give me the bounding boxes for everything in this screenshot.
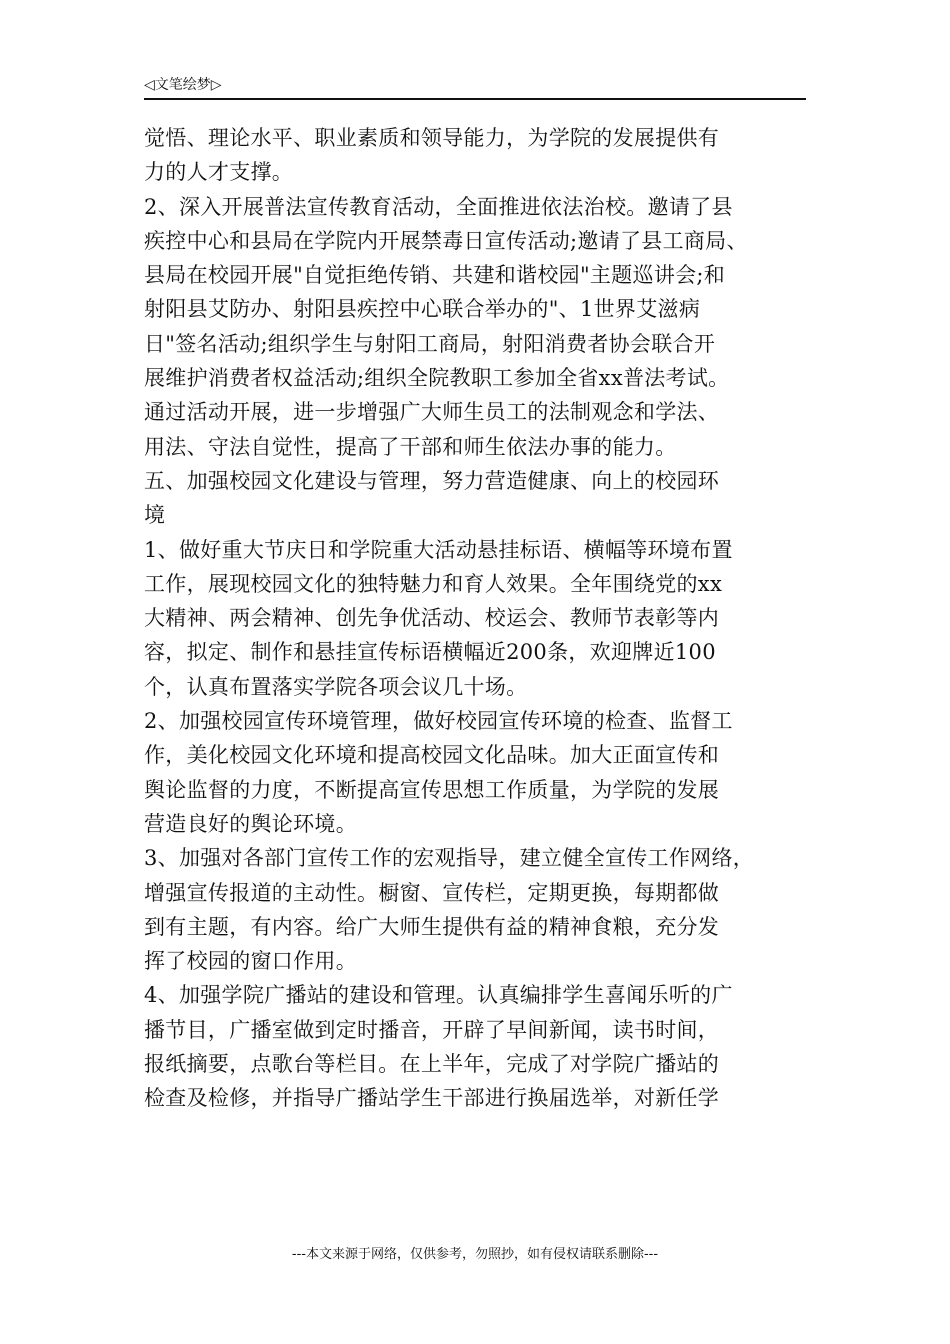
body-line: 工作，展现校园文化的独特魅力和育人效果。全年围绕党的xx (144, 571, 723, 596)
body-line: 1、做好重大节庆日和学院重大活动悬挂标语、横幅等环境布置 (144, 537, 733, 562)
body-line: 县局在校园开展"自觉拒绝传销、共建和谐校园"主题巡讲会;和 (144, 263, 726, 288)
body-line: 报纸摘要，点歌台等栏目。在上半年，完成了对学院广播站的 (144, 1052, 720, 1077)
body-line: 觉悟、理论水平、职业素质和领导能力，为学院的发展提供有 (144, 126, 720, 150)
section-heading-line: 境 (144, 503, 166, 528)
document-body (144, 121, 824, 1116)
body-line: 作，美化校园文化环境和提高校园文化品味。加大正面宣传和 (144, 743, 720, 768)
body-line: 2、加强校园宣传环境管理，做好校园宣传环境的检查、监督工 (144, 709, 733, 734)
body-line: 舆论监督的力度，不断提高宣传思想工作质量，为学院的发展 (144, 777, 720, 802)
body-line: 检查及检修，并指导广播站学生干部进行换届选举，对新任学 (144, 1086, 720, 1111)
page-header (144, 74, 806, 100)
body-line: 增强宣传报道的主动性。橱窗、宣传栏，定期更换，每期都做 (144, 880, 720, 905)
body-line: 3、加强对各部门宣传工作的宏观指导，建立健全宣传工作网络， (144, 846, 755, 871)
body-line: 播节目，广播室做到定时播音，开辟了早间新闻，读书时间， (144, 1017, 720, 1042)
body-line: 疾控中心和县局在学院内开展禁毒日宣传活动;邀请了县工商局、 (144, 228, 748, 253)
body-line: 力的人才支撑。 (144, 160, 294, 185)
body-line: 营造良好的舆论环境。 (144, 811, 357, 836)
body-line: 到有主题，有内容。给广大师生提供有益的精神食粮，充分发 (144, 914, 720, 939)
page-footer: ---本文来源于网络，仅供参考，勿照抄，如有侵权请联系删除--- (291, 1247, 659, 1262)
body-line: 2、深入开展普法宣传教育活动，全面推进依法治校。邀请了县 (144, 194, 733, 219)
body-line: 日"签名活动;组织学生与射阳工商局，射阳消费者协会联合开 (144, 331, 716, 356)
body-line: 4、加强学院广播站的建设和管理。认真编排学生喜闻乐听的广 (144, 983, 733, 1008)
header-logo-text: ◁文笔绘梦▷ (144, 77, 222, 93)
body-line: 挥了校园的窗口作用。 (144, 949, 357, 974)
body-line: 用法、守法自觉性，提高了干部和师生依法办事的能力。 (144, 434, 677, 459)
body-line: 个，认真布置落实学院各项会议几十场。 (144, 674, 528, 699)
body-line: 射阳县艾防办、射阳县疾控中心联合举办的"、1世界艾滋病 (144, 297, 701, 322)
body-line: 大精神、两会精神、创先争优活动、校运会、教师节表彰等内 (144, 606, 720, 631)
body-line: 容，拟定、制作和悬挂宣传标语横幅近200条，欢迎牌近100 (144, 640, 716, 665)
section-heading-line: 五、加强校园文化建设与管理，努力营造健康、向上的校园环 (144, 468, 720, 493)
body-line: 通过活动开展，进一步增强广大师生员工的法制观念和学法、 (144, 400, 720, 425)
body-line: 展维护消费者权益活动;组织全院教职工参加全省xx普法考试。 (144, 366, 730, 391)
